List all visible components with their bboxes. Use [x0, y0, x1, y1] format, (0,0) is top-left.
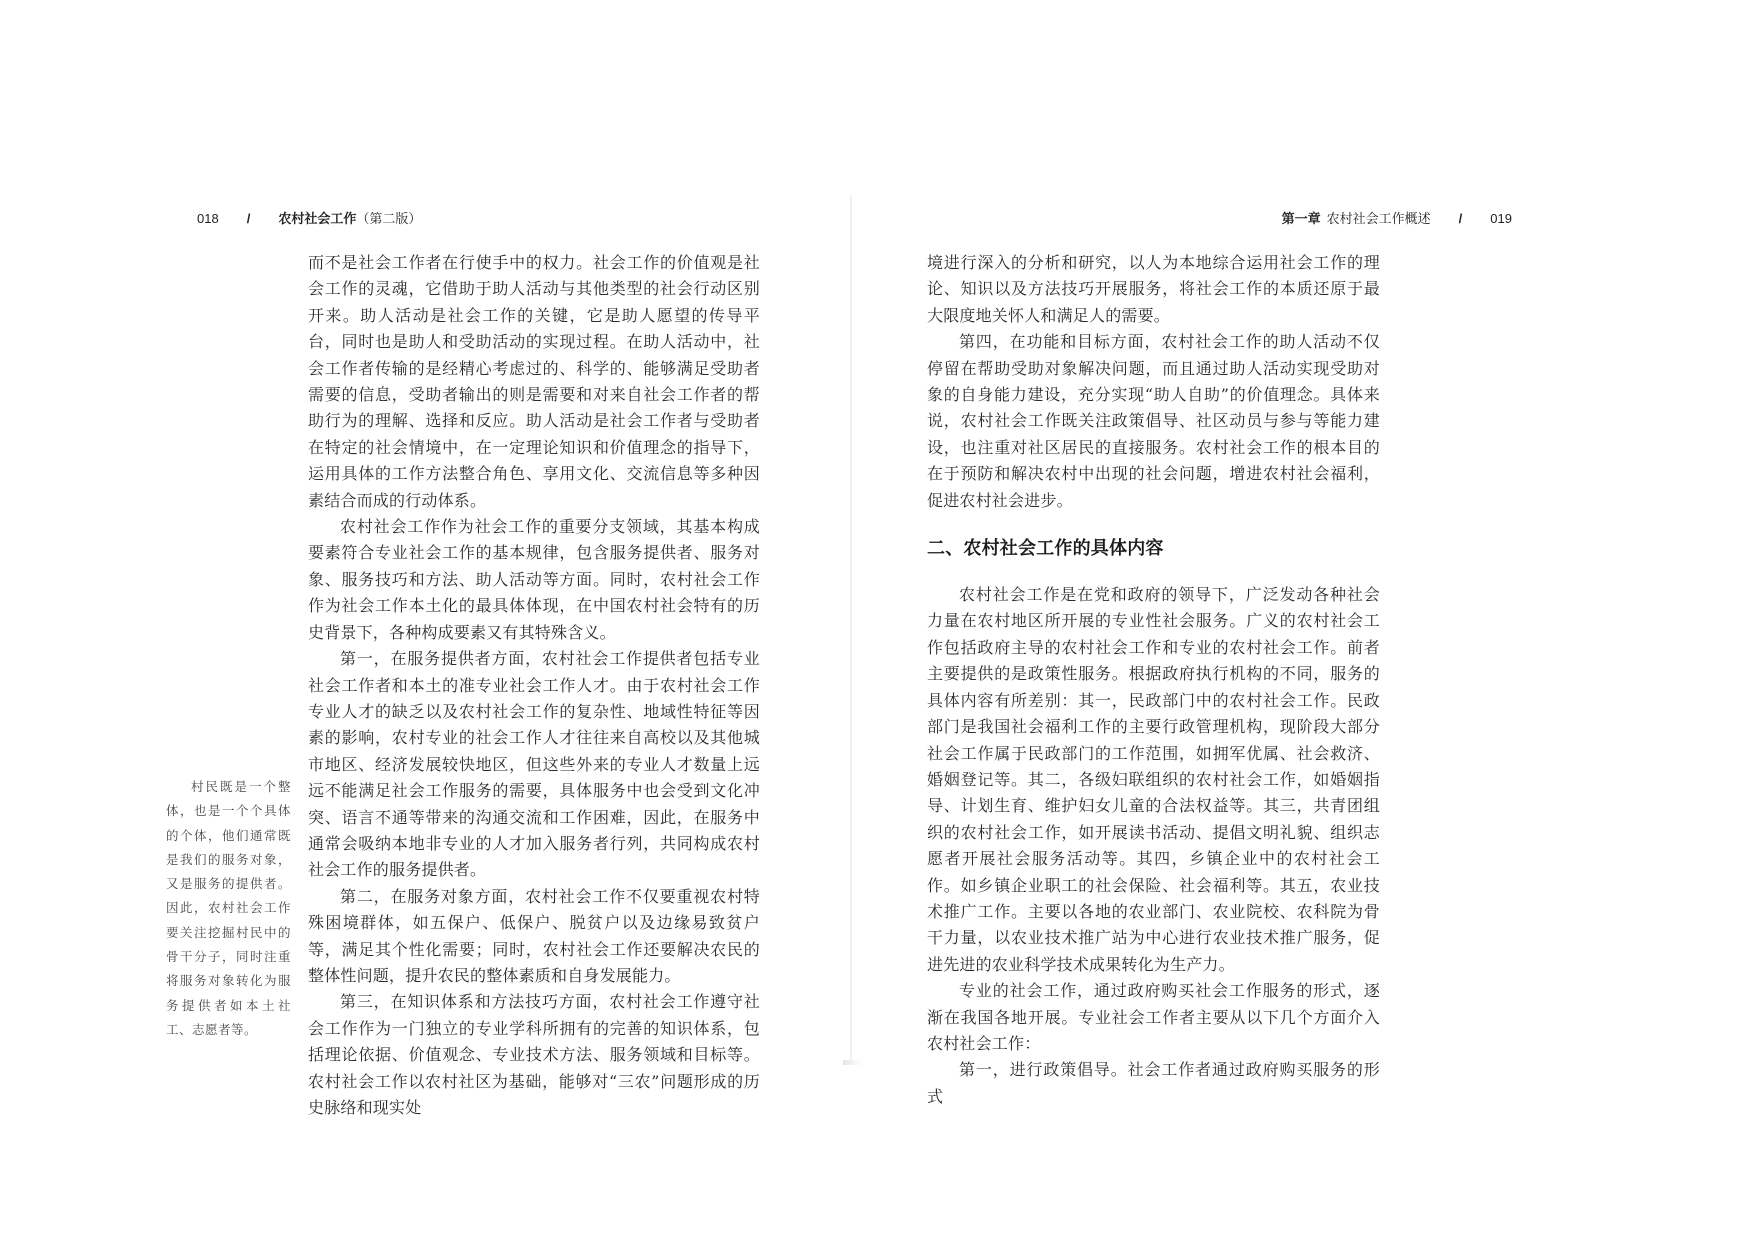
paragraph: 第一，进行政策倡导。社会工作者通过政府购买服务的形式 [927, 1060, 1380, 1106]
left-page-number: 018 [197, 211, 219, 226]
paragraph: 第三，在知识体系和方法技巧方面，农村社会工作遵守社会工作作为一门独立的专业学科所拥有的完善的知识体系，包括理论依据、价值观念、专业技术方法、服务领域和目标等。农村社会工作以农村社区为基础，能够对“三农”问题形成的历史脉络和现实处 [308, 992, 760, 1117]
header-separator: / [1458, 211, 1463, 226]
book-title: 农村社会工作 [278, 211, 357, 226]
left-running-header [197, 208, 421, 227]
header-separator: / [246, 211, 251, 226]
right-running-header [1282, 208, 1512, 227]
right-page [852, 190, 1512, 1106]
paragraph: 专业的社会工作，通过政府购买社会工作服务的形式，逐渐在我国各地开展。专业社会工作者主要从以下几个方面介入农村社会工作： [927, 981, 1380, 1053]
chapter-title: 农村社会工作概述 [1326, 211, 1431, 226]
left-body-text [308, 250, 760, 1121]
chapter-number: 第一章 [1281, 211, 1321, 226]
paragraph: 农村社会工作是在党和政府的领导下，广泛发动各种社会力量在农村地区所开展的专业性社会服务。广义的农村社会工作包括政府主导的农村社会工作和专业的农村社会工作。前者主要提供的是政策性服务。根据政府执行机构的不同，服务的具体内容有所差别：其一，民政部门中的农村社会工作。民政部门是我国社会福利工作的主要行政管理机构，现阶段大部分社会工作属于民政部门的工作范围，如拥军优属、社会救济、婚姻登记等。其二，各级妇联组织的农村社会工作，如婚姻指导、计划生育、维护妇女儿童的合法权益等。其三，共青团组织的农村社会工作，如开展读书活动、提倡文明礼貌、组织志愿者开展社会服务活动等。其四，乡镇企业中的农村社会工作。如乡镇企业职工的社会保险、社会福利等。其五，农业技术推广工作。主要以各地的农业部门、农业院校、农科院为骨干力量，以农业技术推广站为中心进行农业技术推广服务，促进先进的农业科学技术成果转化为生产力。 [927, 585, 1380, 974]
paragraph: 农村社会工作作为社会工作的重要分支领域，其基本构成要素符合专业社会工作的基本规律，包含服务提供者、服务对象、服务技巧和方法、助人活动等方面。同时，农村社会工作作为社会工作本土化的最具体体现，在中国农村社会特有的历史背景下，各种构成要素又有其特殊含义。 [308, 517, 760, 642]
paragraph: 第二，在服务对象方面，农村社会工作不仅要重视农村特殊困境群体，如五保户、低保户、脱贫户以及边缘易致贫户等，满足其个性化需要；同时，农村社会工作还要解决农民的整体性问题，提升农民的整体素质和自身发展能力。 [308, 886, 760, 985]
paragraph: 第一，在服务提供者方面，农村社会工作提供者包括专业社会工作者和本土的准专业社会工作人才。由于农村社会工作专业人才的缺乏以及农村社会工作的复杂性、地域性特征等因素的影响，农村专业的社会工作人才往往来自高校以及其他城市地区、经济发展较快地区，但这些外来的专业人才数量上远远不能满足社会工作服务的需要，具体服务中也会受到文化冲突、语言不通等带来的沟通交流和工作困难，因此，在服务中通常会吸纳本地非专业的人才加入服务者行列，共同构成农村社会工作的服务提供者。 [308, 649, 760, 880]
right-body-text [927, 250, 1380, 1110]
margin-note: 村民既是一个整体，也是一个个具体的个体，他们通常既是我们的服务对象，又是服务的提供者。因此，农村社会工作要关注挖掘村民中的骨干分子，同时注重将服务对象转化为服务提供者如本土社工、志愿者等。 [166, 779, 291, 1037]
right-page-number: 019 [1490, 211, 1512, 226]
left-page [150, 190, 850, 1117]
book-edition: （第二版） [356, 211, 422, 226]
section-heading: 二、农村社会工作的具体内容 [927, 538, 1164, 559]
paragraph: 境进行深入的分析和研究，以人为本地综合运用社会工作的理论、知识以及方法技巧开展服务，将社会工作的本质还原于最大限度地关怀人和满足人的需要。 [927, 253, 1380, 325]
paragraph: 而不是社会工作者在行使手中的权力。社会工作的价值观是社会工作的灵魂，它借助于助人活动与其他类型的社会行动区别开来。助人活动是社会工作的关键，它是助人愿望的传导平台，同时也是助人和受助活动的实现过程。在助人活动中，社会工作者传输的是经精心考虑过的、科学的、能够满足受助者需要的信息，受助者输出的则是需要和对来自社会工作者的帮助行为的理解、选择和反应。助人活动是社会工作者与受助者在特定的社会情境中，在一定理论知识和价值理念的指导下，运用具体的工作方法整合角色、享用文化、交流信息等多种因素结合而成的行动体系。 [308, 253, 760, 510]
paragraph: 第四，在功能和目标方面，农村社会工作的助人活动不仅停留在帮助受助对象解决问题，而且通过助人活动实现受助对象的自身能力建设，充分实现“助人自助”的价值理念。具体来说，农村社会工作既关注政策倡导、社区动员与参与等能力建设，也注重对社区居民的直接服务。农村社会工作的根本目的在于预防和解决农村中出现的社会问题，增进农村社会福利，促进农村社会进步。 [927, 332, 1380, 510]
